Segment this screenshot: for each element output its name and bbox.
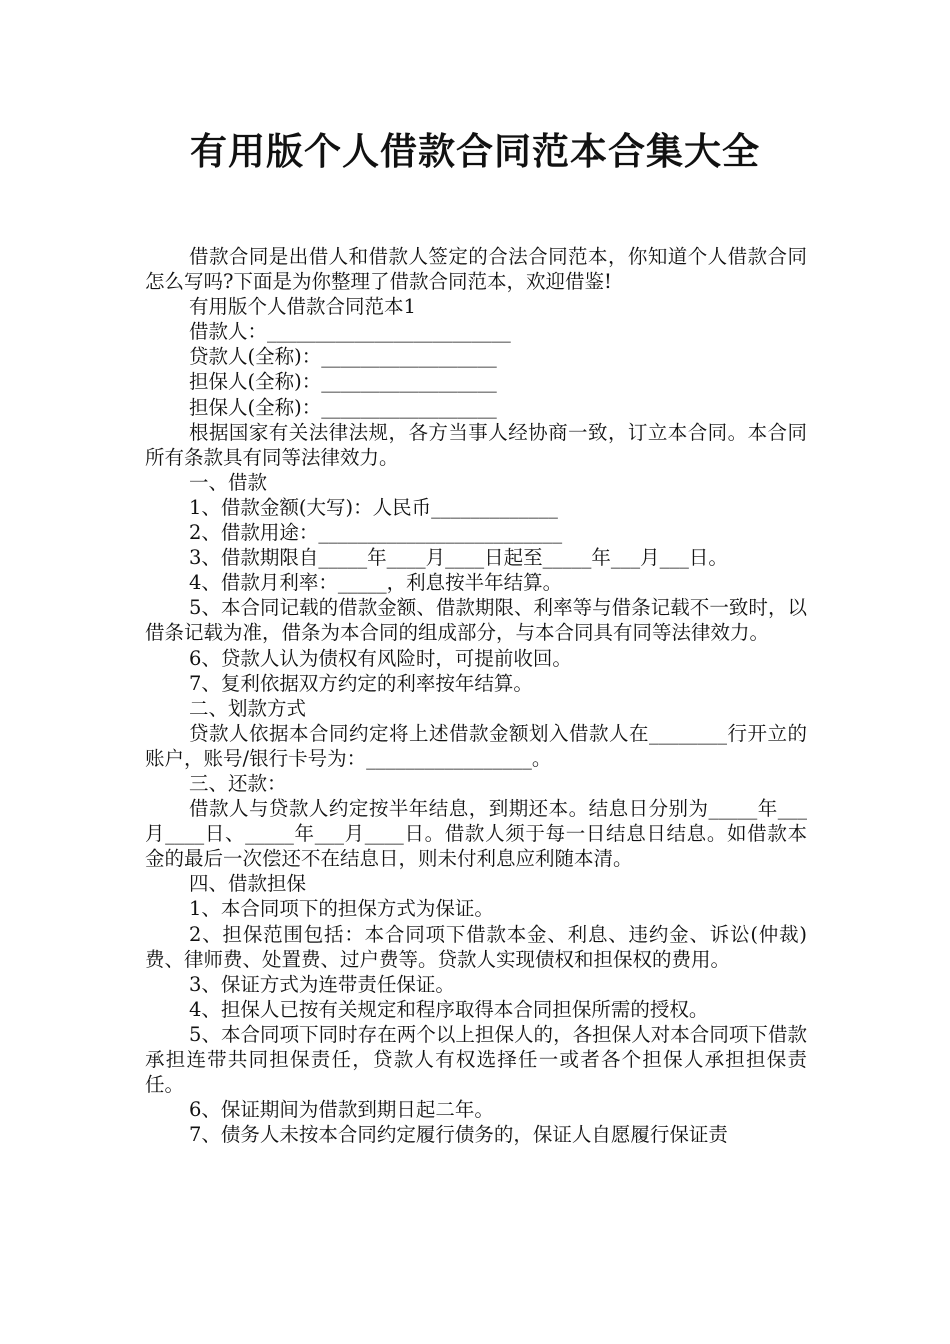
clause-paragraph: 3、借款期限自_____年____月____日起至_____年___月___日。	[189, 546, 728, 570]
intro-paragraph: 借款合同是出借人和借款人签定的合法合同范本，你知道个人借款合同怎么写吗?下面是为你整理了借款合同范本，欢迎借鉴!	[145, 245, 807, 294]
clause-paragraph: 借款人与贷款人约定按半年结息，到期还本。结息日分别为_____年___月____日、_____年___月____日。借款人须于每一日结息日结息。如借款本金的最后一次偿还不在结息日，则未付利息应利随本清。	[145, 797, 807, 871]
section-heading: 二、划款方式	[189, 696, 307, 720]
guarantor-field: 担保人(全称)：__________________	[189, 395, 497, 419]
document-title: 有用版个人借款合同范本合集大全	[190, 130, 760, 173]
section-heading: 三、还款：	[189, 771, 287, 795]
document-body	[145, 244, 807, 1147]
clause-paragraph: 2、借款用途：_________________________	[189, 521, 563, 545]
section-heading: 有用版个人借款合同范本1	[189, 295, 416, 319]
clause-paragraph: 2、担保范围包括：本合同项下借款本金、利息、违约金、诉讼(仲裁)费、律师费、处置费、过户费等。贷款人实现债权和担保权的费用。	[145, 922, 807, 971]
clause-paragraph: 5、本合同记载的借款金额、借款期限、利率等与借条记载不一致时，以借条记载为准，借条为本合同的组成部分，与本合同具有同等法律效力。	[145, 596, 807, 645]
guarantor-field: 担保人(全称)：__________________	[189, 370, 497, 394]
clause-paragraph: 5、本合同项下同时存在两个以上担保人的，各担保人对本合同项下借款承担连带共同担保责任，贷款人有权选择任一或者各个担保人承担担保责任。	[145, 1022, 807, 1097]
clause-paragraph: 7、复利依据双方约定的利率按年结算。	[189, 671, 533, 695]
clause-paragraph: 4、担保人已按有关规定和程序取得本合同担保所需的授权。	[189, 997, 709, 1021]
section-heading: 四、借款担保	[189, 872, 307, 896]
section-heading: 一、借款	[189, 470, 268, 494]
clause-paragraph: 贷款人依据本合同约定将上述借款金额划入借款人在________行开立的账户，账号/银行卡号为：_________________。	[145, 721, 807, 770]
lender-field: 贷款人(全称)：__________________	[189, 345, 497, 369]
clause-paragraph: 3、保证方式为连带责任保证。	[189, 972, 455, 996]
clause-paragraph: 1、借款金额(大写)：人民币_____________	[189, 495, 558, 519]
preamble-paragraph: 根据国家有关法律法规，各方当事人经协商一致，订立本合同。本合同所有条款具有同等法律效力。	[145, 420, 807, 469]
clause-paragraph: 6、贷款人认为债权有风险时，可提前收回。	[189, 646, 572, 670]
clause-paragraph: 7、债务人未按本合同约定履行债务的，保证人自愿履行保证责	[189, 1123, 728, 1147]
clause-paragraph: 1、本合同项下的担保方式为保证。	[189, 897, 494, 921]
clause-paragraph: 4、借款月利率：_____，利息按半年结算。	[189, 571, 563, 595]
borrower-field: 借款人：_________________________	[189, 320, 511, 344]
clause-paragraph: 6、保证期间为借款到期日起二年。	[189, 1098, 494, 1122]
